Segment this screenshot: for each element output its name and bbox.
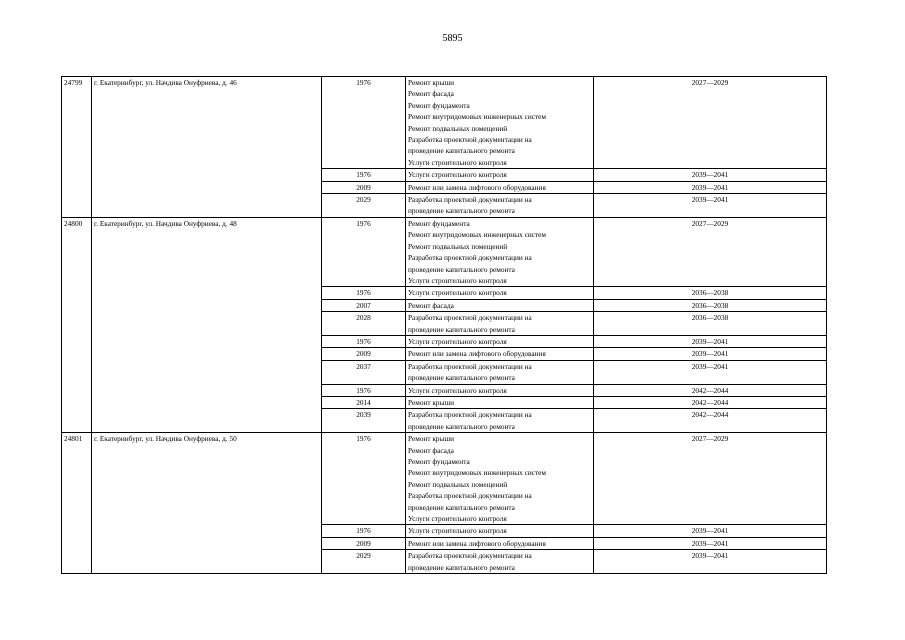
work-types <box>406 396 594 408</box>
work-type-line: Разработка проектной документации на <box>408 410 532 420</box>
commission-year: 1976 <box>322 335 406 347</box>
work-type-line: Услуги строительного контроля <box>408 385 507 395</box>
work-type-line: проведение капитального ремонта <box>408 421 515 431</box>
work-type-line: Ремонт внутридомовых инженерных систем <box>408 112 547 122</box>
commission-year: 1976 <box>322 433 406 525</box>
commission-year: 2037 <box>322 360 406 384</box>
work-types <box>406 194 594 218</box>
work-type-line: Разработка проектной документации на <box>408 361 532 371</box>
work-type-line: Услуги строительного контроля <box>408 157 507 167</box>
work-type-line: Ремонт фасада <box>408 89 454 99</box>
building-address: г. Екатеринбург, ул. Начдива Онуфриева, д. 46 <box>92 77 322 218</box>
work-type-line: Разработка проектной документации на <box>408 195 532 205</box>
work-type-line: Ремонт фундамента <box>408 218 470 228</box>
work-type-line: Разработка проектной документации на <box>408 491 532 501</box>
commission-year: 1976 <box>322 384 406 396</box>
planned-period: 2036—2038 <box>594 312 827 336</box>
work-type-line: проведение капитального ремонта <box>408 146 515 156</box>
work-types <box>406 181 594 193</box>
work-type-line: Ремонт или замена лифтового оборудования <box>408 349 546 359</box>
work-type-line: Услуги строительного контроля <box>408 170 507 180</box>
commission-year: 2014 <box>322 396 406 408</box>
work-type-line: Услуги строительного контроля <box>408 336 507 346</box>
page-number: 5895 <box>442 33 463 44</box>
planned-period: 2042—2044 <box>594 384 827 396</box>
work-type-line: Ремонт или замена лифтового оборудования <box>408 538 546 548</box>
work-type-line: Ремонт крыши <box>408 78 455 87</box>
commission-year: 2028 <box>322 312 406 336</box>
work-type-line: Услуги строительного контроля <box>408 275 507 285</box>
planned-period: 2039—2041 <box>594 360 827 384</box>
work-type-line: Ремонт фундамента <box>408 457 470 466</box>
planned-period: 2039—2041 <box>594 525 827 537</box>
planned-period: 2027—2029 <box>594 77 827 169</box>
work-types <box>406 537 594 549</box>
work-types <box>406 348 594 360</box>
work-types <box>406 409 594 433</box>
planned-period: 2039—2041 <box>594 550 827 574</box>
work-type-line: проведение капитального ремонта <box>408 206 515 216</box>
building-number: 24801 <box>62 433 92 574</box>
planned-period: 2039—2041 <box>594 181 827 193</box>
work-type-line: Ремонт крыши <box>408 434 455 444</box>
work-type-line: проведение капитального ремонта <box>408 264 515 274</box>
commission-year: 2029 <box>322 550 406 574</box>
commission-year: 2029 <box>322 194 406 218</box>
planned-period: 2039—2041 <box>594 169 827 181</box>
work-types <box>406 335 594 347</box>
work-type-line: Ремонт внутридомовых инженерных систем <box>408 230 547 240</box>
work-type-line: Ремонт фасада <box>408 445 454 455</box>
commission-year: 2007 <box>322 299 406 311</box>
work-type-line: Разработка проектной документации на <box>408 551 532 561</box>
commission-year: 1976 <box>322 217 406 286</box>
commission-year: 1976 <box>322 525 406 537</box>
table-row <box>62 433 827 525</box>
work-type-line: проведение капитального ремонта <box>408 324 515 334</box>
planned-period: 2027—2029 <box>594 433 827 525</box>
repair-schedule-table <box>61 76 827 574</box>
work-type-line: Ремонт подвальных помещений <box>408 241 508 251</box>
planned-period: 2036—2038 <box>594 287 827 299</box>
work-types <box>406 360 594 384</box>
work-types <box>406 433 594 525</box>
work-types <box>406 287 594 299</box>
work-type-line: проведение капитального ремонта <box>408 502 515 512</box>
work-types <box>406 525 594 537</box>
work-types <box>406 169 594 181</box>
table-row <box>62 77 827 169</box>
work-type-line: Услуги строительного контроля <box>408 288 507 298</box>
building-address: г. Екатеринбург, ул. Начдива Онуфриева, д. 50 <box>92 433 322 574</box>
work-type-line: Ремонт внутридомовых инженерных систем <box>408 468 547 478</box>
work-type-line: Ремонт крыши <box>408 397 455 407</box>
commission-year: 1976 <box>322 77 406 169</box>
planned-period: 2027—2029 <box>594 217 827 286</box>
planned-period: 2039—2041 <box>594 335 827 347</box>
commission-year: 2009 <box>322 181 406 193</box>
building-number: 24800 <box>62 217 92 432</box>
work-type-line: Ремонт подвальных помещений <box>408 479 508 489</box>
work-type-line: Разработка проектной документации на <box>408 135 532 145</box>
building-number: 24799 <box>62 77 92 218</box>
planned-period: 2042—2044 <box>594 396 827 408</box>
commission-year: 1976 <box>322 169 406 181</box>
repair-schedule-body <box>62 77 827 574</box>
work-types <box>406 312 594 336</box>
work-type-line: Разработка проектной документации на <box>408 313 532 323</box>
planned-period: 2039—2041 <box>594 348 827 360</box>
commission-year: 2039 <box>322 409 406 433</box>
commission-year: 1976 <box>322 287 406 299</box>
commission-year: 2009 <box>322 537 406 549</box>
planned-period: 2039—2041 <box>594 194 827 218</box>
work-type-line: Ремонт фундамента <box>408 100 470 110</box>
planned-period: 2042—2044 <box>594 409 827 433</box>
table-row <box>62 217 827 286</box>
work-types <box>406 77 594 169</box>
work-type-line: Услуги строительного контроля <box>408 514 507 524</box>
commission-year: 2009 <box>322 348 406 360</box>
work-type-line: проведение капитального ремонта <box>408 373 515 383</box>
work-types <box>406 384 594 396</box>
work-types <box>406 550 594 574</box>
work-type-line: Ремонт подвальных помещений <box>408 123 508 133</box>
work-type-line: Разработка проектной документации на <box>408 253 532 263</box>
planned-period: 2036—2038 <box>594 299 827 311</box>
planned-period: 2039—2041 <box>594 537 827 549</box>
work-type-line: Услуги строительного контроля <box>408 526 507 536</box>
work-type-line: проведение капитального ремонта <box>408 562 515 572</box>
work-type-line: Ремонт или замена лифтового оборудования <box>408 182 546 192</box>
work-types <box>406 299 594 311</box>
building-address: г. Екатеринбург, ул. Начдива Онуфриева, д. 48 <box>92 217 322 432</box>
work-type-line: Ремонт фасада <box>408 300 454 310</box>
work-types <box>406 217 594 286</box>
